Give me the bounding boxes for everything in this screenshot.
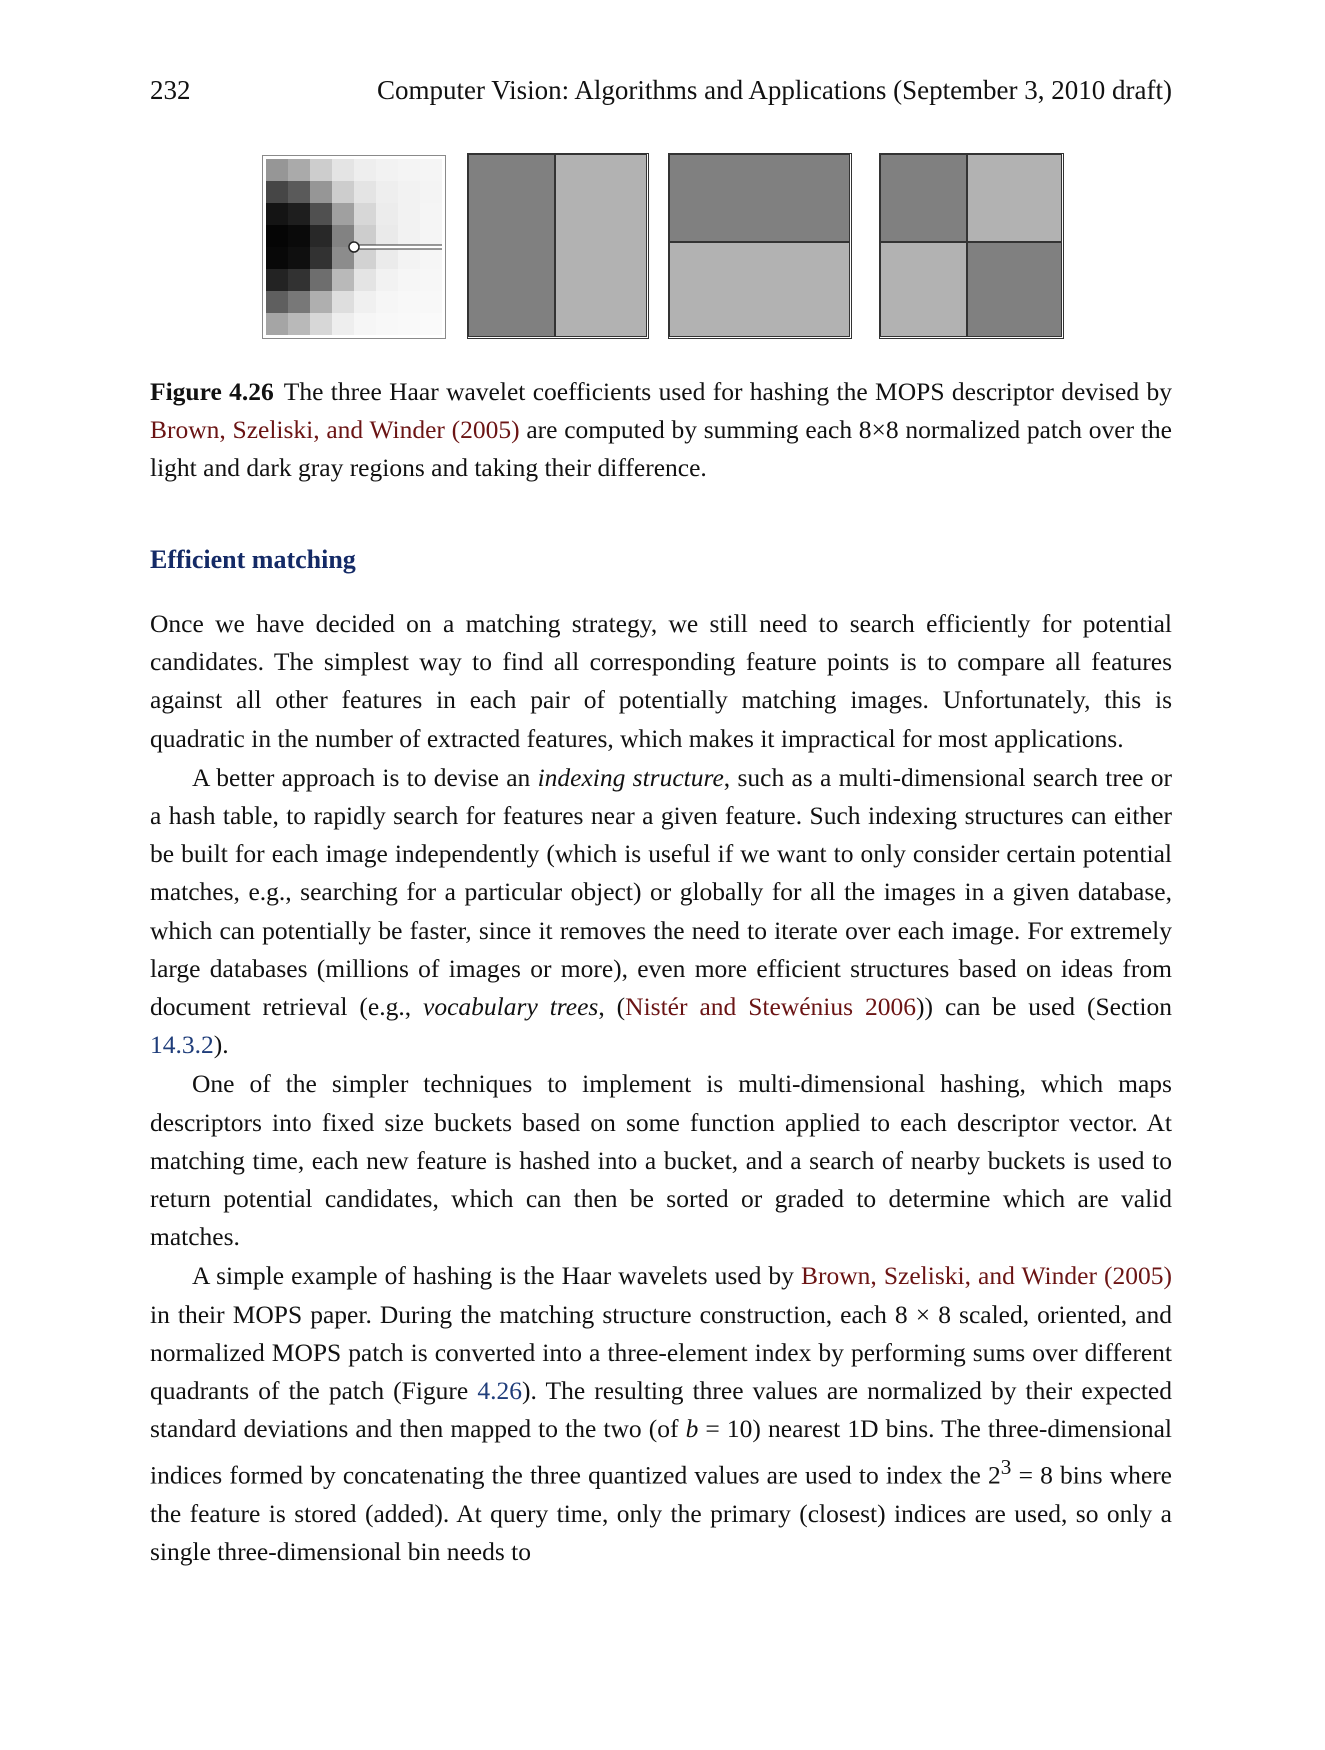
patch-pixel [420, 203, 442, 225]
mops-patch-grid [266, 159, 442, 335]
patch-pixel [266, 181, 288, 203]
dark-region [880, 154, 967, 242]
dark-region [669, 154, 850, 242]
mops-patch-image [262, 155, 446, 339]
dark-region [468, 154, 555, 337]
patch-pixel [376, 203, 398, 225]
patch-pixel [354, 269, 376, 291]
section-ref-link[interactable]: 14.3.2 [150, 1030, 214, 1060]
emphasis-text: vocabulary trees [423, 992, 599, 1022]
running-title: Computer Vision: Algorithms and Applications (September 3, 2010 draft) [376, 75, 1172, 105]
patch-pixel [376, 247, 398, 269]
math-base: 2 [988, 1460, 1001, 1490]
patch-pixel [288, 269, 310, 291]
patch-pixel [310, 247, 332, 269]
figure-caption [150, 373, 1172, 487]
patch-pixel [420, 269, 442, 291]
light-region [555, 154, 647, 337]
math-exponent: 3 [1000, 1455, 1012, 1480]
patch-pixel [266, 247, 288, 269]
patch-pixel [354, 291, 376, 313]
patch-pixel [376, 291, 398, 313]
figure-label: Figure 4.26 [150, 377, 274, 406]
page-number: 232 [150, 75, 191, 105]
patch-pixel [310, 159, 332, 181]
patch-pixel [332, 269, 354, 291]
patch-pixel [376, 225, 398, 247]
paragraph-3: One of the simpler techniques to implement is multi-dimensional hashing, which maps descriptors into fixed size buckets based on some function applied to each descriptor vector. At matching time, each new feature is hashed into a bucket, and a search of nearby buckets is used to return potential candidates, which can then be sorted or graded to determine which are valid matches. [150, 1069, 1172, 1252]
paragraph-1: Once we have decided on a matching strategy, we still need to search efficiently for potential candidates. The simplest way to find all corresponding feature points is to compare all features against all other features in each pair of potentially matching images. Unfortunately, this is quadratic in the number of extracted features, which makes it impractical for most applications. [150, 609, 1172, 753]
light-region [880, 242, 967, 337]
patch-pixel [332, 203, 354, 225]
patch-pixel [354, 181, 376, 203]
patch-pixel [420, 291, 442, 313]
text-run: )) can be used (Section [916, 992, 1172, 1022]
patch-pixel [420, 159, 442, 181]
patch-pixel [398, 203, 420, 225]
citation-link[interactable]: Brown, Szeliski, and Winder (2005) [800, 1261, 1172, 1291]
patch-pixel [288, 159, 310, 181]
patch-pixel [266, 203, 288, 225]
patch-pixel [266, 159, 288, 181]
paragraph-2 [150, 759, 1172, 1065]
patch-pixel [332, 159, 354, 181]
light-region [669, 242, 850, 337]
patch-pixel [288, 203, 310, 225]
patch-pixel [310, 225, 332, 247]
patch-pixel [376, 159, 398, 181]
patch-pixel [376, 313, 398, 335]
citation-link[interactable]: Nistér and Stewénius 2006 [625, 992, 916, 1022]
math-variable: b [685, 1414, 699, 1444]
emphasis-text: indexing structure [537, 762, 724, 792]
patch-pixel [310, 313, 332, 335]
haar-wavelet-horizontal [668, 153, 852, 339]
patch-pixel [288, 247, 310, 269]
patch-pixel [332, 181, 354, 203]
patch-pixel [288, 313, 310, 335]
caption-text: are computed by summing each 8×8 normalized patch over the light and dark gray regions and taking their difference. [150, 415, 1172, 482]
patch-pixel [420, 181, 442, 203]
patch-pixel [288, 225, 310, 247]
patch-pixel [420, 247, 442, 269]
keypoint-marker [349, 242, 359, 252]
patch-pixel [398, 181, 420, 203]
patch-pixel [310, 181, 332, 203]
text-run: = 10) nearest 1D bins. The three-dimensional indices formed by concatenating the three quantized values are used to index the [150, 1414, 1172, 1490]
patch-pixel [420, 225, 442, 247]
patch-pixel [398, 225, 420, 247]
patch-pixel [354, 159, 376, 181]
text-run: A better approach is to devise an [192, 762, 538, 792]
patch-pixel [354, 203, 376, 225]
body-text [150, 605, 1172, 1573]
patch-pixel [420, 313, 442, 335]
patch-pixel [266, 225, 288, 247]
caption-text: The three Haar wavelet coefficients used for hashing the MOPS descriptor devised by [283, 377, 1172, 406]
light-region [967, 154, 1062, 242]
patch-pixel [266, 269, 288, 291]
figure-ref-link[interactable]: 4.26 [477, 1376, 522, 1406]
text-run: ). The resulting three values are normalized by their expected standard deviations and then mapped to the two (of [150, 1376, 1172, 1444]
haar-wavelet-diagonal [879, 153, 1064, 339]
haar-wavelet-vertical [467, 153, 649, 339]
text-run: A simple example of hashing is the Haar wavelets used by [192, 1261, 801, 1291]
patch-pixel [376, 181, 398, 203]
patch-pixel [376, 269, 398, 291]
paragraph-4 [150, 1257, 1172, 1571]
patch-pixel [266, 313, 288, 335]
patch-pixel [354, 313, 376, 335]
citation-link[interactable]: Brown, Szeliski, and Winder (2005) [150, 415, 520, 444]
patch-pixel [288, 291, 310, 313]
patch-pixel [332, 291, 354, 313]
text-run: = 8 bins where the feature is stored (added). At query time, only the primary (closest) indices are used, so only a single three-dimensional bin needs to [150, 1460, 1173, 1567]
patch-pixel [310, 291, 332, 313]
patch-pixel [310, 269, 332, 291]
patch-pixel [398, 269, 420, 291]
patch-pixel [398, 291, 420, 313]
patch-pixel [398, 313, 420, 335]
text-run: ). [213, 1030, 229, 1060]
patch-pixel [332, 313, 354, 335]
text-run: , ( [598, 992, 626, 1022]
text-run: in their MOPS paper. During the matching structure construction, each 8 × 8 scaled, oriented, and normalized MOPS patch is converted into a three-element index by performing sums over different quadrants of the patch (Figure [150, 1299, 1172, 1406]
patch-pixel [310, 203, 332, 225]
patch-pixel [398, 159, 420, 181]
page-header [150, 70, 1172, 110]
section-heading: Efficient matching [150, 545, 356, 574]
text-run: , such as a multi-dimensional search tree or a hash table, to rapidly search for features near a given feature. Such indexing structures can either be built for each image independently (which is useful if we want to only consider certain potential matches, e.g., searching for a particular object) or globally for all the images in a given database, which can potentially be faster, since it removes the need to iterate over each image. For extremely large databases (millions of images or more), even more efficient structures based on ideas from document retrieval (e.g., [150, 762, 1173, 1022]
patch-pixel [266, 291, 288, 313]
figure-4-26 [262, 153, 1066, 341]
patch-pixel [398, 247, 420, 269]
patch-pixel [288, 181, 310, 203]
dark-region [967, 242, 1062, 337]
